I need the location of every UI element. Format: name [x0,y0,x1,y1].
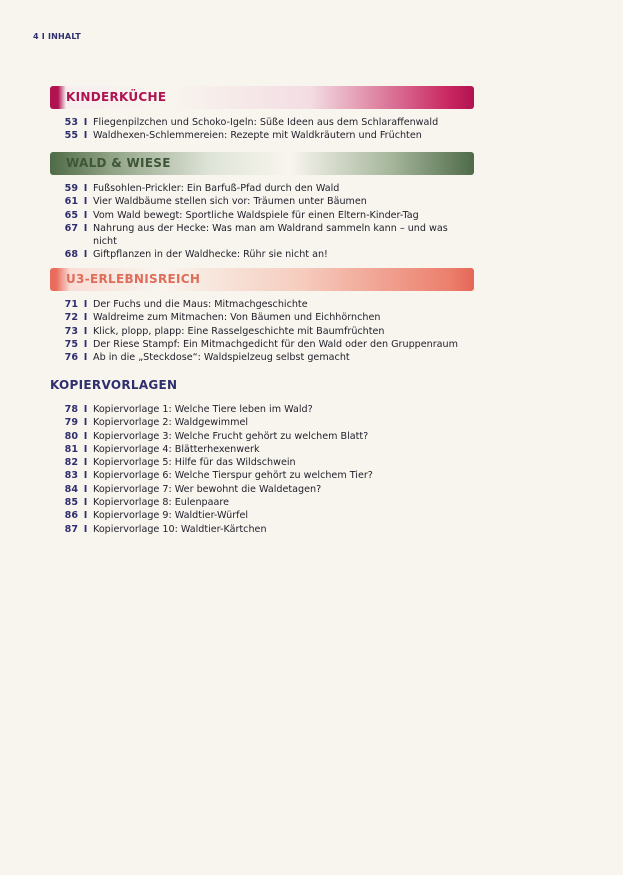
toc-entry[interactable] [50,116,474,129]
entry-separator: I [83,338,88,350]
entry-page: 83 [64,470,78,482]
entry-page: 84 [64,483,78,495]
toc-entry[interactable] [50,209,474,222]
entry-title: Kopiervorlage 4: Blätterhexenwerk [93,443,260,455]
section-band [50,152,474,175]
section-title: WALD & WIESE [66,156,171,170]
entry-separator: I [83,299,88,310]
entry-page: 80 [64,430,78,442]
entry-title: Der Riese Stampf: Ein Mitmachgedicht für den Wald oder den Gruppenraum [93,338,458,350]
toc-entry[interactable] [50,338,474,351]
entry-page: 78 [64,404,78,415]
section-title: KINDERKÜCHE [66,90,167,104]
entry-title: Nahrung aus der Hecke: Was man am Waldrand sammeln kann – und was nicht [93,222,448,248]
entry-title: Kopiervorlage 1: Welche Tiere leben im Wald? [93,404,313,415]
entry-list [50,403,474,536]
toc-entry[interactable] [50,496,474,509]
toc-entry[interactable] [50,222,474,249]
toc-entry[interactable] [50,430,474,443]
entry-title: Ab in die „Steckdose“: Waldspielzeug selbst gemacht [93,352,350,364]
entry-title: Kopiervorlage 6: Welche Tierspur gehört zu welchem Tier? [93,470,373,482]
toc-entry[interactable] [50,469,474,482]
entry-page: 59 [64,183,78,194]
entry-page: 75 [64,338,78,350]
entry-title: Klick, plopp, plapp: Eine Rasselgeschichte mit Baumfrüchten [93,325,385,337]
toc-entry[interactable] [50,195,474,208]
entry-title: Kopiervorlage 2: Waldgewimmel [93,417,249,429]
entry-list [50,182,474,262]
entry-title: Der Fuchs und die Maus: Mitmachgeschichte [93,299,308,310]
entry-separator: I [83,130,88,142]
entry-page: 68 [64,249,78,261]
toc-entry[interactable] [50,523,474,536]
entry-separator: I [83,325,88,337]
entry-title: Waldhexen-Schlemmereien: Rezepte mit Waldkräutern und Früchten [93,130,422,142]
entry-title: Kopiervorlage 9: Waldtier-Würfel [93,510,249,522]
entry-separator: I [83,430,88,442]
entry-separator: I [83,510,88,522]
entry-page: 81 [64,443,78,455]
toc-entry[interactable] [50,443,474,456]
entry-page: 73 [64,325,78,337]
toc-entry[interactable] [50,298,474,311]
toc-entry[interactable] [50,456,474,469]
entry-separator: I [83,183,88,194]
entry-title: Vom Wald bewegt: Sportliche Waldspiele für einen Eltern-Kinder-Tag [93,209,419,221]
entry-separator: I [83,249,88,261]
entry-page: 85 [64,497,78,509]
toc-entry[interactable] [50,325,474,338]
entry-separator: I [83,417,88,429]
toc-entry[interactable] [50,483,474,496]
entry-separator: I [83,222,88,234]
section-wald-wiese [50,152,474,262]
entry-title: Kopiervorlage 5: Hilfe für das Wildschwein [93,457,296,469]
entry-page: 76 [64,352,78,364]
entry-page: 55 [64,130,78,142]
entry-page: 79 [64,417,78,429]
entry-separator: I [83,483,88,495]
toc-entry[interactable] [50,509,474,522]
header-separator: I [41,32,45,41]
entry-separator: I [83,312,88,324]
section-title: KOPIERVORLAGEN [50,378,178,392]
entry-separator: I [83,470,88,482]
section-u3-erlebnisreich [50,268,474,364]
toc-entry[interactable] [50,182,474,195]
entry-page: 67 [64,222,78,234]
entry-separator: I [83,404,88,415]
entry-list [50,116,474,143]
header-label: INHALT [47,32,81,41]
entry-page: 71 [64,299,78,310]
entry-separator: I [83,523,88,535]
entry-list [50,298,474,364]
entry-title: Fliegenpilzchen und Schoko-Igeln: Süße Ideen aus dem Schlaraffenwald [93,117,439,128]
section-band [50,86,474,109]
entry-title: Fußsohlen-Prickler: Ein Barfuß-Pfad durch den Wald [93,183,340,194]
entry-separator: I [83,497,88,509]
entry-separator: I [83,443,88,455]
entry-separator: I [83,457,88,469]
entry-title: Waldreime zum Mitmachen: Von Bäumen und Eichhörnchen [93,312,381,324]
toc-entry[interactable] [50,129,474,142]
toc-entry[interactable] [50,416,474,429]
entry-separator: I [83,209,88,221]
entry-page: 72 [64,312,78,324]
entry-title: Kopiervorlage 8: Eulenpaare [93,497,230,509]
entry-title: Kopiervorlage 7: Wer bewohnt die Waldetagen? [93,483,322,495]
entry-page: 53 [64,117,78,128]
section-band [50,268,474,291]
entry-title: Kopiervorlage 3: Welche Frucht gehört zu welchem Blatt? [93,430,369,442]
toc-entry[interactable] [50,403,474,416]
entry-page: 86 [64,510,78,522]
entry-page: 61 [64,196,78,208]
toc-entry[interactable] [50,311,474,324]
entry-page: 65 [64,209,78,221]
entry-separator: I [83,196,88,208]
entry-title: Kopiervorlage 10: Waldtier-Kärtchen [93,523,267,535]
page-number: 4 [33,32,39,41]
entry-page: 82 [64,457,78,469]
entry-title: Giftpflanzen in der Waldhecke: Rühr sie nicht an! [93,249,328,261]
toc-entry[interactable] [50,351,474,364]
entry-separator: I [83,117,88,128]
page-header [33,32,81,41]
section-kopiervorlagen [50,374,474,536]
toc-entry[interactable] [50,248,474,261]
section-title: U3-ERLEBNISREICH [66,272,201,286]
section-kinderkueche [50,86,474,143]
entry-page: 87 [64,523,78,535]
entry-separator: I [83,352,88,364]
entry-title: Vier Waldbäume stellen sich vor: Träumen unter Bäumen [93,196,367,208]
